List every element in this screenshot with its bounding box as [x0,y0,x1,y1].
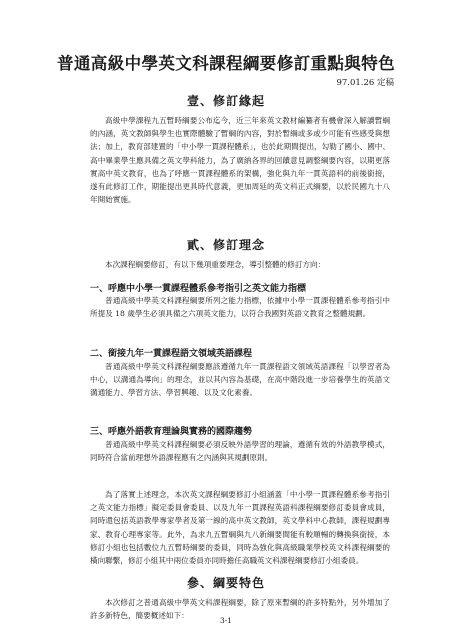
document-title: 普通高級中學英文科課程綱要修訂重點與特色 [57,54,395,73]
section-philosophy-intro: 本次課程綱要修訂，有以下幾項重要理念，導引整體的修訂方向： [105,260,326,269]
section-features-paragraph: 本次修訂之普通高級中學英文科課程綱要，除了原來暫綱的許多特點外，另外增加了許多新特色，簡要概述如下： [90,598,390,621]
section-heading-origin: 壹、修訂緣起 [186,94,265,108]
page-number: 3-1 [219,616,233,625]
item-text-3: 普通高級中學英文科課程綱要必須反映外語學習的理論，遵循有效的外語教學模式，同時符合當前理想外語課程應有之內涵與其規劃原則。 [90,440,390,463]
item-text-1: 普通高級中學英文科課程綱要所列之能力指標，依據中小學一貫課程體系參考指引中所提及 18 歲學生必須具備之六項英文能力，以符合我國對英語文教育之整體規劃。 [90,296,390,319]
section-heading-features: 參、綱要特色 [186,576,265,590]
item-heading-3: 三、呼應外語教育理論與實務的國際趨勢 [90,427,253,437]
document-date: 97.01.26 定稿 [336,78,394,88]
section-philosophy-closing: 為了落實上述理念，本次英文課程綱要修訂小組涵蓋「中小學一貫課程體系參考指引之英文能力指標」擬定委員會委員、以及九年一貫課程英語科課程綱要修訂委員會成員，同時還包括英語教學專家學者及第一線的高中英文教師，英文學科中心教師，課程規劃專家、教育心理專家等。此外，為求九五暫綱與九八新綱要間能有較順暢的轉換與銜接，本修訂小組也包括數位九五暫時綱要的委員，同時為強化與高級職業學校英文科課程綱要的橫向聯繫，修訂小組其中兩位委員亦同時擔任高職英文科課程綱要修訂小組委員。 [90,490,390,566]
item-text-2: 普通高級中學英文科課程綱要應該遵循九年一貫課程語文領域英語課程「以學習者為中心，以溝通為導向」的理念，並以其內容為基礎，在高中階段進一步培養學生的英語文溝通能力、學習方法、學習興趣、以及文化素養。 [90,362,390,398]
item-heading-2: 二、銜接九年一貫課程語文領域英語課程 [90,349,253,359]
item-heading-1: 一、呼應中小學一貫課程體系參考指引之英文能力指標 [90,284,307,294]
section-heading-philosophy: 貳、修訂理念 [186,238,265,252]
section-origin-paragraph: 高級中學課程九五暫時綱要公布迄今，近三年來英文教材編纂者有機會深入解讀暫綱的內涵，英文教師與學生也實際體驗了暫綱的內容，對於暫綱或多或少可能有些感受與想法；加上，教育部建置的「中小學一貫課程體系」，也於此期間提出，勾勒了國小、國中、高中畢業學生應具備之英文學科能力，為了廣納各界的回饋意見調整綱要內容，以期更落實高中英文教育，也為了呼應一貫課程體系的架構，強化與九年一貫英語科的前後銜接，遂有此修訂工作，期能提出更具時代意義，更加周延的英文科正式綱要，以於民國九十八年開始實施。 [90,116,390,205]
